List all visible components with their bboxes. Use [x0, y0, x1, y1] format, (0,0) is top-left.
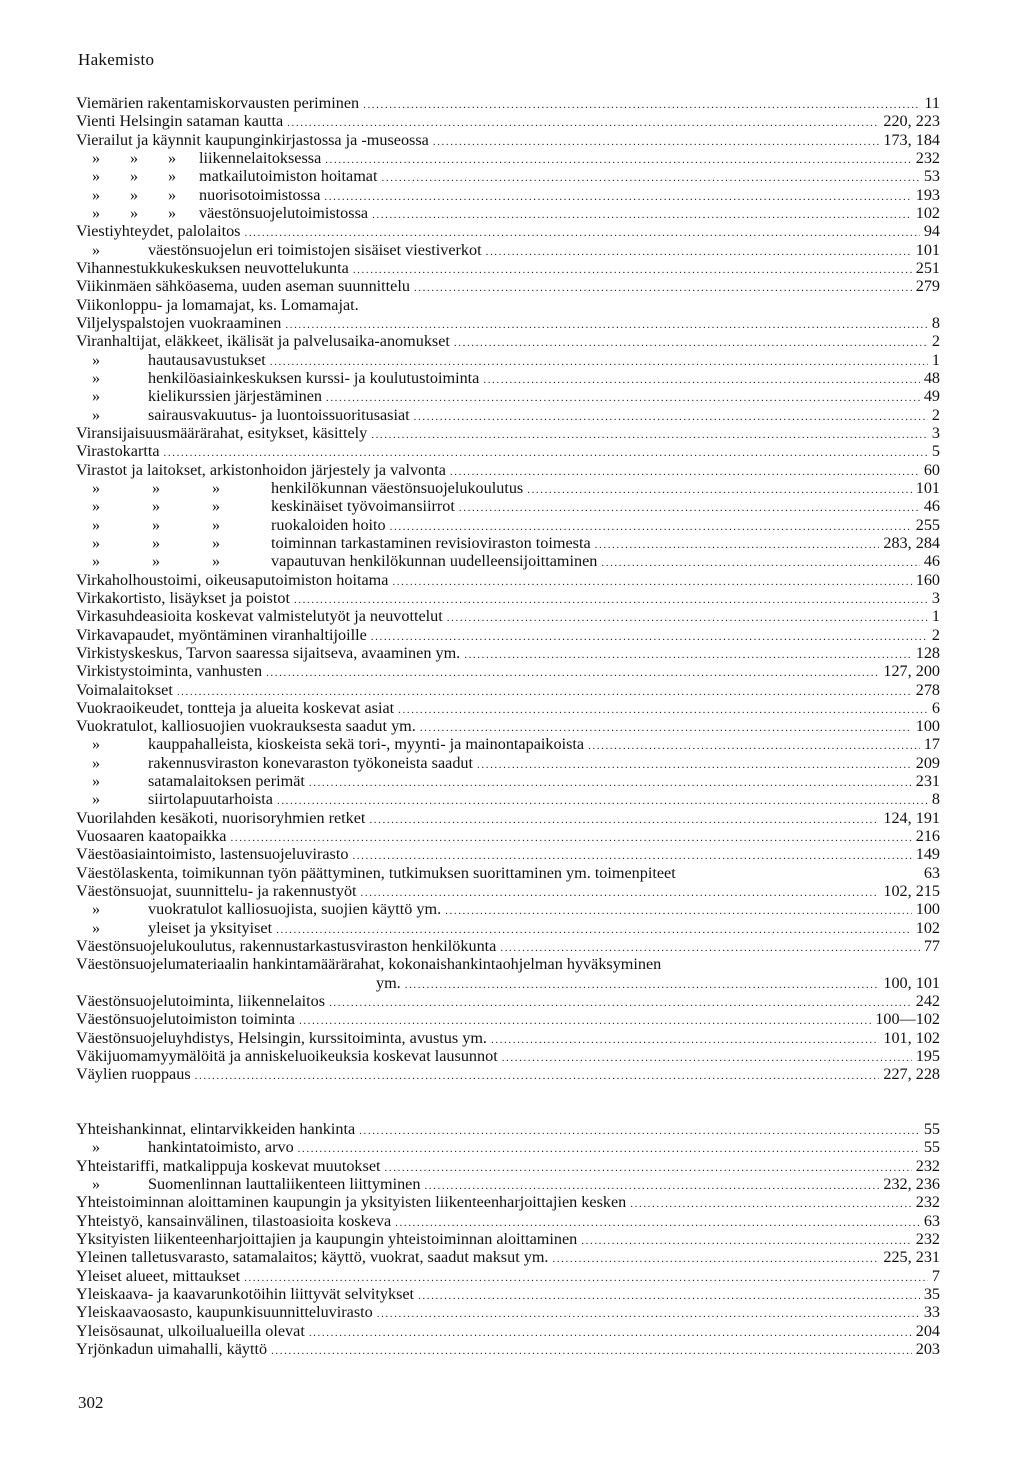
- entry-text: Yhteistoiminnan aloittaminen kaupungin ja yksityisten liikenteenharjoittajien kesken: [76, 1193, 627, 1212]
- entry-text: Vihannestukkukeskuksen neuvottelukunta: [76, 258, 349, 277]
- index-entry: [76, 937, 940, 955]
- entry-pages: 2: [931, 332, 940, 351]
- leader-dots: [502, 1049, 912, 1067]
- leader-dots: [414, 279, 912, 297]
- entry-text: kielikurssien järjestäminen: [148, 387, 322, 406]
- entry-text: Väestönsuojelutoimiston toiminta: [76, 1010, 295, 1029]
- entry-text: Väestölaskenta, toimikunnan työn päättyminen, tutkimuksen suorittaminen ym. toimenpiteet: [76, 863, 676, 882]
- ditto-marks: »: [92, 735, 101, 754]
- entry-text: Viestiyhteydet, palolaitos: [76, 222, 241, 241]
- entry-pages: 8: [931, 790, 940, 809]
- entry-text: siirtolapuutarhoista: [148, 790, 273, 809]
- entry-text: Väkijuomamyymälöitä ja anniskeluoikeuksia koskevat lausunnot: [76, 1047, 498, 1066]
- index-entry: [76, 332, 940, 350]
- entry-pages: 220, 223: [883, 112, 940, 131]
- index-entry: [76, 424, 940, 442]
- entry-pages: 232, 236: [883, 1174, 940, 1193]
- entry-text: Voimalaitokset: [76, 680, 173, 699]
- entry-text: Virastokartta: [76, 442, 160, 461]
- leader-dots: [195, 1067, 880, 1085]
- ditto-marks: » » »: [92, 552, 221, 571]
- index-entry: [76, 1120, 940, 1138]
- leader-dots: [483, 371, 919, 389]
- entry-pages: 100: [915, 900, 940, 919]
- index-entry: [76, 900, 940, 918]
- entry-text: Yleisösaunat, ulkoilualueilla olevat: [76, 1321, 305, 1340]
- entry-text: vuokratulot kalliosuojista, suojien käyttö ym.: [148, 900, 442, 919]
- entry-pages: 63: [923, 1211, 940, 1230]
- index-entry: [76, 94, 940, 112]
- leader-dots: [588, 737, 920, 755]
- entry-text: ym.: [376, 973, 401, 992]
- leader-dots: [369, 811, 879, 829]
- index-entry: [76, 1029, 940, 1047]
- entry-text: Virkavapaudet, myöntäminen viranhaltijoille: [76, 625, 367, 644]
- index-entry: [76, 571, 940, 589]
- index-entry: [76, 992, 940, 1010]
- page-heading: Hakemisto: [78, 50, 155, 69]
- leader-dots: [595, 536, 880, 554]
- index-entry: [76, 1248, 940, 1266]
- entry-pages: 2: [931, 625, 940, 644]
- entry-pages: 46: [923, 552, 940, 571]
- leader-dots: [486, 243, 912, 261]
- entry-pages: 49: [923, 387, 940, 406]
- leader-dots: [405, 976, 880, 994]
- entry-text: hautausavustukset: [148, 350, 266, 369]
- ditto-marks: »: [92, 1174, 101, 1193]
- leader-dots: [309, 1324, 912, 1342]
- index-entry: [76, 919, 940, 937]
- leader-dots: [398, 701, 928, 719]
- entry-pages: 100—102: [875, 1010, 940, 1029]
- entry-pages: 100, 101: [883, 973, 940, 992]
- leader-dots: [353, 261, 912, 279]
- entry-pages: 216: [915, 827, 940, 846]
- index-entry: [76, 351, 940, 369]
- leader-dots: [433, 133, 880, 151]
- entry-text: Vuokratulot, kalliosuojien vuokrauksesta saadut ym.: [76, 717, 416, 736]
- entry-pages: 5: [931, 442, 940, 461]
- leader-dots: [326, 389, 920, 407]
- entry-pages: 283, 284: [883, 533, 940, 552]
- leader-dots: [414, 408, 928, 426]
- index-entry: [76, 1340, 940, 1358]
- entry-pages: 55: [923, 1138, 940, 1157]
- ditto-marks: »: [92, 405, 101, 424]
- index-entry: [76, 1047, 940, 1065]
- entry-text: Yleinen talletusvarasto, satamalaitos; käyttö, vuokrat, saadut maksut ym.: [76, 1248, 549, 1267]
- index-entry: [76, 955, 940, 973]
- ditto-marks: »: [92, 772, 101, 791]
- leader-dots: [266, 664, 879, 682]
- ditto-marks: »: [92, 790, 101, 809]
- entry-pages: 17: [923, 735, 940, 754]
- entry-text: Yhteistyö, kansainvälinen, tilastoasioita koskeva: [76, 1211, 392, 1230]
- leader-dots: [363, 96, 920, 114]
- entry-text: matkailutoimiston hoitamat: [199, 167, 378, 186]
- leader-dots: [298, 1140, 920, 1158]
- entry-text: nuorisotoimistossa: [199, 185, 321, 204]
- leader-dots: [454, 334, 928, 352]
- ditto-marks: »: [92, 918, 101, 937]
- entry-text: Viikinmäen sähköasema, uuden aseman suunnittelu: [76, 277, 410, 296]
- entry-pages: 60: [923, 460, 940, 479]
- entry-text: väestönsuojelun eri toimistojen sisäiset viestiverkot: [148, 240, 482, 259]
- leader-dots: [445, 902, 912, 920]
- entry-text: Yleiset alueet, mittaukset: [76, 1266, 241, 1285]
- entry-text: Viemärien rakentamiskorvausten periminen: [76, 94, 360, 112]
- leader-dots: [309, 774, 912, 792]
- entry-pages: 278: [915, 680, 940, 699]
- entry-pages: 128: [915, 643, 940, 662]
- index-entry: [76, 772, 940, 790]
- ditto-marks: »: [92, 387, 101, 406]
- index-entry: [76, 662, 940, 680]
- entry-text: Viransijaisuusmäärärahat, esitykset, käsittely: [76, 423, 368, 442]
- index-entry: [76, 1193, 940, 1211]
- index-entry: [76, 186, 940, 204]
- entry-text: keskinäiset työvoimansiirrot: [271, 497, 455, 516]
- page-number: 302: [78, 1393, 104, 1412]
- entry-text: Vuosaaren kaatopaikka: [76, 827, 227, 846]
- entry-pages: 160: [915, 570, 940, 589]
- entry-text: Vuorilahden kesäkoti, nuorisoryhmien retket: [76, 808, 366, 827]
- leader-dots: [359, 1122, 920, 1140]
- entry-pages: 101: [915, 478, 940, 497]
- entry-text: henkilökunnan väestönsuojelukoulutus: [271, 478, 524, 497]
- index-entry: [76, 1157, 940, 1175]
- index-entry: [76, 112, 940, 130]
- ditto-marks: » » »: [92, 203, 177, 222]
- entry-pages: 209: [915, 753, 940, 772]
- index-entry: [76, 1138, 940, 1156]
- entry-pages: 232: [915, 1229, 940, 1248]
- leader-dots: [324, 188, 911, 206]
- entry-pages: 55: [923, 1120, 940, 1138]
- leader-dots: [392, 573, 911, 591]
- index-entry: [76, 699, 940, 717]
- entry-pages: 101: [915, 240, 940, 259]
- entry-text: Virkasuhdeasioita koskevat valmistelutyöt ja neuvottelut: [76, 607, 443, 626]
- index-entry: [76, 131, 940, 149]
- index-entry: [76, 149, 940, 167]
- entry-pages: 279: [915, 277, 940, 296]
- entry-pages: 33: [923, 1303, 940, 1322]
- entry-pages: 11: [924, 94, 940, 112]
- entry-pages: 225, 231: [883, 1248, 940, 1267]
- leader-dots: [277, 792, 928, 810]
- leader-dots: [377, 1305, 920, 1323]
- index-section-y: [76, 1120, 940, 1358]
- index-entry: [76, 589, 940, 607]
- ditto-marks: » » »: [92, 148, 177, 167]
- index-entry: [76, 1303, 940, 1321]
- index-entry: [76, 296, 940, 314]
- entry-pages: 46: [923, 497, 940, 516]
- index-entry: [76, 1322, 940, 1340]
- leader-dots: [459, 499, 920, 517]
- entry-text: Yleiskaavaosasto, kaupunkisuunnitteluvirasto: [76, 1303, 373, 1322]
- entry-pages: 149: [915, 845, 940, 864]
- ditto-marks: » » »: [92, 497, 221, 516]
- entry-pages: 102: [915, 203, 940, 222]
- entry-text: Virkistyskeskus, Tarvon saaressa sijaitseva, avaaminen ym.: [76, 643, 461, 662]
- index-entry: [76, 882, 940, 900]
- entry-text: Virkistystoiminta, vanhusten: [76, 662, 263, 681]
- entry-pages: 6: [931, 698, 940, 717]
- entry-text: Väestönsuojelumateriaalin hankintamäärärahat, kokonaishankintaohjelman hyväksyminen: [76, 955, 662, 974]
- entry-text: yleiset ja yksityiset: [148, 918, 273, 937]
- entry-pages: 195: [915, 1047, 940, 1066]
- entry-pages: 7: [931, 1266, 940, 1285]
- leader-dots: [329, 994, 912, 1012]
- entry-pages: 231: [915, 772, 940, 791]
- index-entry: [76, 369, 940, 387]
- entry-text: liikennelaitoksessa: [199, 148, 322, 167]
- index-entry: [76, 516, 940, 534]
- entry-text: Väylien ruoppaus: [76, 1065, 191, 1084]
- entry-pages: 102: [915, 918, 940, 937]
- entry-pages: 204: [915, 1321, 940, 1340]
- index-entry: [76, 277, 940, 295]
- entry-pages: 101, 102: [883, 1028, 940, 1047]
- ditto-marks: » » »: [92, 185, 177, 204]
- leader-dots: [382, 169, 920, 187]
- index-entry: [76, 717, 940, 735]
- entry-pages: 232: [915, 1156, 940, 1175]
- entry-text: Virkaholhoustoimi, oikeusaputoimiston hoitama: [76, 570, 389, 589]
- leader-dots: [371, 426, 928, 444]
- leader-dots: [630, 1195, 911, 1213]
- index-entry: [76, 754, 940, 772]
- entry-text: Viljelyspalstojen vuokraaminen: [76, 313, 282, 332]
- entry-text: Viikonloppu- ja lomamajat, ks. Lomamajat.: [76, 295, 359, 314]
- entry-pages: 124, 191: [883, 808, 940, 827]
- entry-pages: 63: [923, 863, 940, 882]
- index-entry: [76, 1065, 940, 1083]
- index-entry: [76, 479, 940, 497]
- leader-dots: [552, 1250, 879, 1268]
- index-entry: [76, 845, 940, 863]
- index-entry: [76, 1267, 940, 1285]
- leader-dots: [464, 646, 912, 664]
- leader-dots: [418, 1287, 920, 1305]
- entry-pages: 127, 200: [883, 662, 940, 681]
- entry-text: Suomenlinnan lauttaliikenteen liittyminen: [148, 1174, 421, 1193]
- index-entry: [76, 1010, 940, 1028]
- index-entry: [76, 827, 940, 845]
- ditto-marks: »: [92, 350, 101, 369]
- entry-text: toiminnan tarkastaminen revisioviraston toimesta: [271, 533, 591, 552]
- ditto-marks: »: [92, 240, 101, 259]
- index-entry: [76, 1175, 940, 1193]
- leader-dots: [491, 1031, 879, 1049]
- index-entry: [76, 387, 940, 405]
- index-entry: [76, 607, 940, 625]
- entry-pages: 3: [931, 588, 940, 607]
- entry-pages: 100: [915, 717, 940, 736]
- index-entry: [76, 735, 940, 753]
- entry-pages: 203: [915, 1339, 940, 1358]
- index-entry: [76, 167, 940, 185]
- entry-text: rakennusviraston konevaraston työkoneista saadut: [148, 753, 474, 772]
- index-entry: [76, 1212, 940, 1230]
- index-entry: [76, 809, 940, 827]
- entry-pages: 102, 215: [883, 882, 940, 901]
- leader-dots: [372, 206, 912, 224]
- index-entry: [76, 790, 940, 808]
- index-entry: [76, 1285, 940, 1303]
- entry-pages: 2: [931, 405, 940, 424]
- entry-text: Väestönsuojelutoiminta, liikennelaitos: [76, 992, 326, 1011]
- index-section-v: [76, 94, 940, 1084]
- entry-pages: 173, 184: [883, 130, 940, 149]
- leader-dots: [477, 756, 912, 774]
- entry-pages: 1: [931, 607, 940, 626]
- index-entry: [76, 461, 940, 479]
- entry-text: vapautuvan henkilökunnan uudelleensijoittaminen: [271, 552, 598, 571]
- leader-dots: [527, 481, 911, 499]
- entry-text: Virastot ja laitokset, arkistonhoidon järjestely ja valvonta: [76, 460, 446, 479]
- entry-pages: 77: [923, 937, 940, 956]
- index-entry: [76, 534, 940, 552]
- index-entry: [76, 974, 940, 992]
- entry-pages: 48: [923, 368, 940, 387]
- entry-pages: 232: [915, 148, 940, 167]
- entry-text: Vienti Helsingin sataman kautta: [76, 112, 284, 131]
- ditto-marks: » » »: [92, 167, 177, 186]
- entry-text: Yleiskaava- ja kaavarunkotöihin liittyvät selvitykset: [76, 1284, 415, 1303]
- entry-pages: 251: [915, 258, 940, 277]
- leader-dots: [385, 1159, 912, 1177]
- index-entry: [76, 864, 940, 882]
- entry-pages: 94: [923, 222, 940, 241]
- entry-text: Yrjönkadun uimahalli, käyttö: [76, 1339, 268, 1358]
- entry-text: sairausvakuutus- ja luontoissuoritusasiat: [148, 405, 410, 424]
- leader-dots: [581, 1232, 911, 1250]
- entry-text: satamalaitoksen perimät: [148, 772, 305, 791]
- entry-text: Väestönsuojeluyhdistys, Helsingin, kurssitoiminta, avustus ym.: [76, 1028, 487, 1047]
- index-entry: [76, 204, 940, 222]
- entry-pages: 232: [915, 1193, 940, 1212]
- index-entry: [76, 681, 940, 699]
- entry-text: Yhteistariffi, matkalippuja koskevat muutokset: [76, 1156, 381, 1175]
- entry-pages: 227, 228: [883, 1065, 940, 1084]
- ditto-marks: »: [92, 753, 101, 772]
- index-entry: [76, 552, 940, 570]
- entry-text: Yksityisten liikenteenharjoittajien ja kaupungin yhteistoiminnan aloittaminen: [76, 1229, 578, 1248]
- entry-text: Vierailut ja käynnit kaupunginkirjastossa ja -museossa: [76, 130, 429, 149]
- entry-text: henkilöasiainkeskuksen kurssi- ja koulutustoiminta: [148, 368, 480, 387]
- entry-text: Väestönsuojat, suunnittelu- ja rakennustyöt: [76, 882, 357, 901]
- entry-text: Virkakortisto, lisäykset ja poistot: [76, 588, 290, 607]
- ditto-marks: »: [92, 368, 101, 387]
- entry-text: ruokaloiden hoito: [271, 515, 386, 534]
- index-entry: [76, 314, 940, 332]
- entry-text: kauppahalleista, kioskeista sekä tori-, myynti- ja mainontapaikoista: [148, 735, 585, 754]
- entry-text: väestönsuojelutoimistossa: [199, 203, 369, 222]
- index-entry: [76, 406, 940, 424]
- entry-pages: 242: [915, 992, 940, 1011]
- leader-dots: [325, 151, 911, 169]
- entry-text: Viranhaltijat, eläkkeet, ikälisät ja palvelusaika-anomukset: [76, 332, 450, 351]
- index-entry: [76, 644, 940, 662]
- index-entry: [76, 241, 940, 259]
- leader-dots: [447, 609, 928, 627]
- entry-pages: 8: [931, 313, 940, 332]
- entry-pages: 3: [931, 423, 940, 442]
- entry-text: hankintatoimisto, arvo: [148, 1138, 294, 1157]
- index-entry: [76, 442, 940, 460]
- entry-pages: 53: [923, 167, 940, 186]
- leader-dots: [601, 554, 919, 572]
- ditto-marks: »: [92, 1138, 101, 1157]
- entry-text: Vuokraoikeudet, tontteja ja alueita koskevat asiat: [76, 698, 395, 717]
- index-entry: [76, 259, 940, 277]
- leader-dots: [271, 1342, 912, 1360]
- index-entry: [76, 1230, 940, 1248]
- ditto-marks: » » »: [92, 515, 221, 534]
- entry-text: Väestöasiaintoimisto, lastensuojeluvirasto: [76, 845, 349, 864]
- index-entry: [76, 626, 940, 644]
- entry-text: Väestönsuojelukoulutus, rakennustarkastusviraston henkilökunta: [76, 937, 497, 956]
- entry-pages: 193: [915, 185, 940, 204]
- entry-pages: 1: [931, 350, 940, 369]
- entry-pages: 35: [923, 1284, 940, 1303]
- ditto-marks: » » »: [92, 478, 221, 497]
- entry-pages: 255: [915, 515, 940, 534]
- index-entry: [76, 497, 940, 515]
- index-entry: [76, 222, 940, 240]
- ditto-marks: »: [92, 900, 101, 919]
- ditto-marks: » » »: [92, 533, 221, 552]
- entry-text: Yhteishankinnat, elintarvikkeiden hankinta: [76, 1120, 356, 1138]
